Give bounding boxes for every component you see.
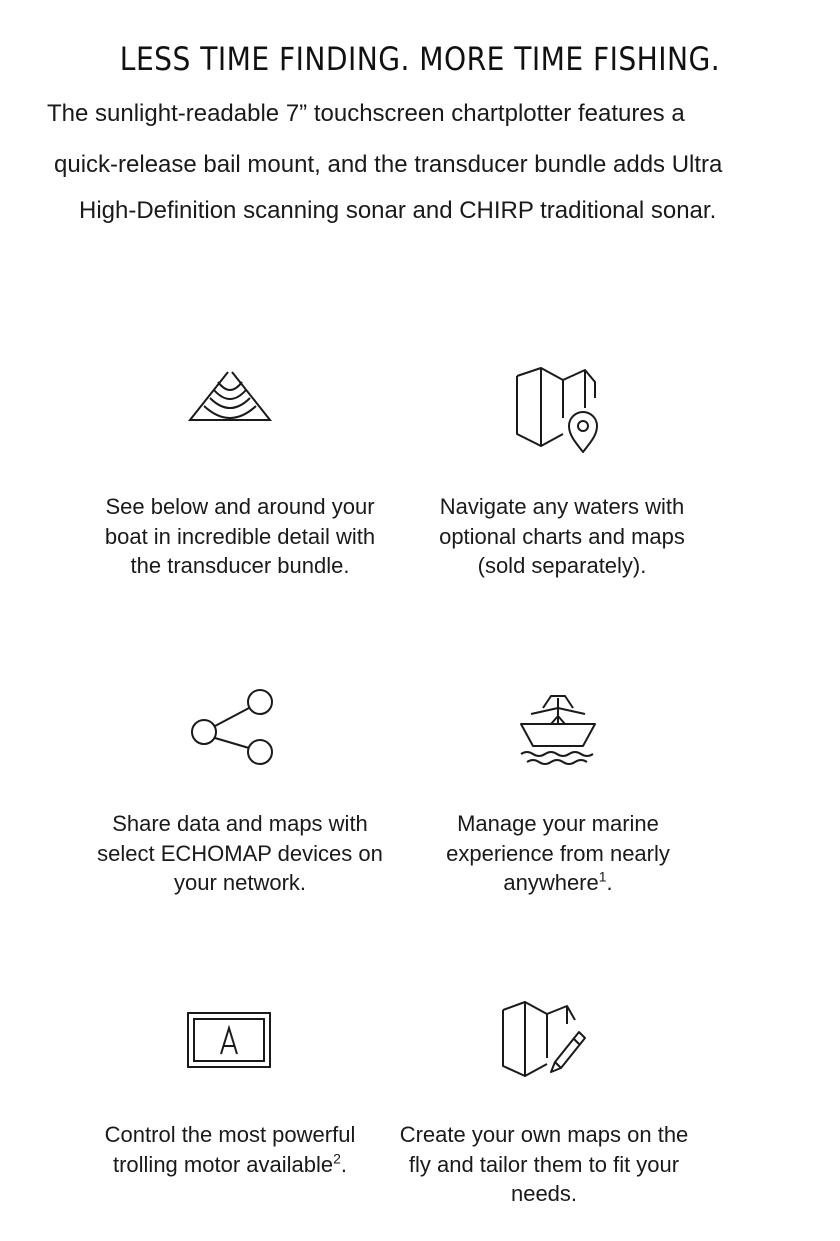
footnote-2[interactable]: 2 [333, 1150, 341, 1167]
feature-manage-line-1: Manage your marine [457, 811, 659, 836]
map-pin-icon [517, 368, 607, 458]
feature-manage-line-3-suffix: . [606, 870, 613, 895]
feature-charts [402, 368, 722, 578]
boat-icon [513, 694, 603, 766]
feature-sonar-line-3: the transducer bundle. [130, 553, 350, 578]
feature-create-maps-line-2: fly and tailor them to fit your [408, 1151, 680, 1177]
feature-manage-line-2: experience from nearly [446, 840, 670, 866]
display-icon [187, 1012, 273, 1070]
feature-create-maps-line-3: needs. [510, 1181, 578, 1206]
sonar-icon [190, 360, 290, 450]
feature-sonar-line-2: boat in incredible detail with [104, 523, 376, 549]
feature-charts-line-2: optional charts and maps [439, 523, 685, 549]
feature-charts-line-1: Navigate any waters with [439, 494, 685, 519]
feature-trolling-line-2: trolling motor available [112, 1151, 334, 1177]
feature-manage-line-3: anywhere [503, 870, 599, 895]
intro-line-3: High-Definition scanning sonar and CHIRP traditional sonar. [79, 197, 717, 224]
share-icon [190, 690, 290, 770]
feature-sonar [80, 360, 400, 578]
feature-share-line-1: Share data and maps with [112, 811, 368, 836]
intro-line-1: The sunlight-readable 7” touchscreen chartplotter features a [47, 100, 685, 127]
map-pencil-icon [499, 1002, 589, 1082]
feature-manage [398, 694, 718, 895]
feature-sonar-line-1: See below and around your [105, 494, 375, 519]
feature-share [80, 690, 400, 895]
feature-share-line-2: select ECHOMAP devices on [97, 840, 383, 866]
feature-charts-line-3: (sold separately). [477, 553, 647, 578]
feature-trolling-line-1: Control the most powerful [104, 1122, 356, 1147]
intro-line-2: quick-release bail mount, and the transducer bundle adds Ultra [54, 151, 723, 178]
footnote-1[interactable]: 1 [598, 868, 607, 885]
feature-create-maps-line-1: Create your own maps on the [399, 1122, 689, 1147]
feature-trolling [70, 1012, 390, 1177]
feature-create-maps [384, 1002, 704, 1206]
feature-share-line-3: your network. [173, 870, 307, 895]
page-title: LESS TIME FINDING. MORE TIME FISHING. [119, 40, 721, 78]
feature-trolling-line-2-suffix: . [340, 1151, 348, 1177]
